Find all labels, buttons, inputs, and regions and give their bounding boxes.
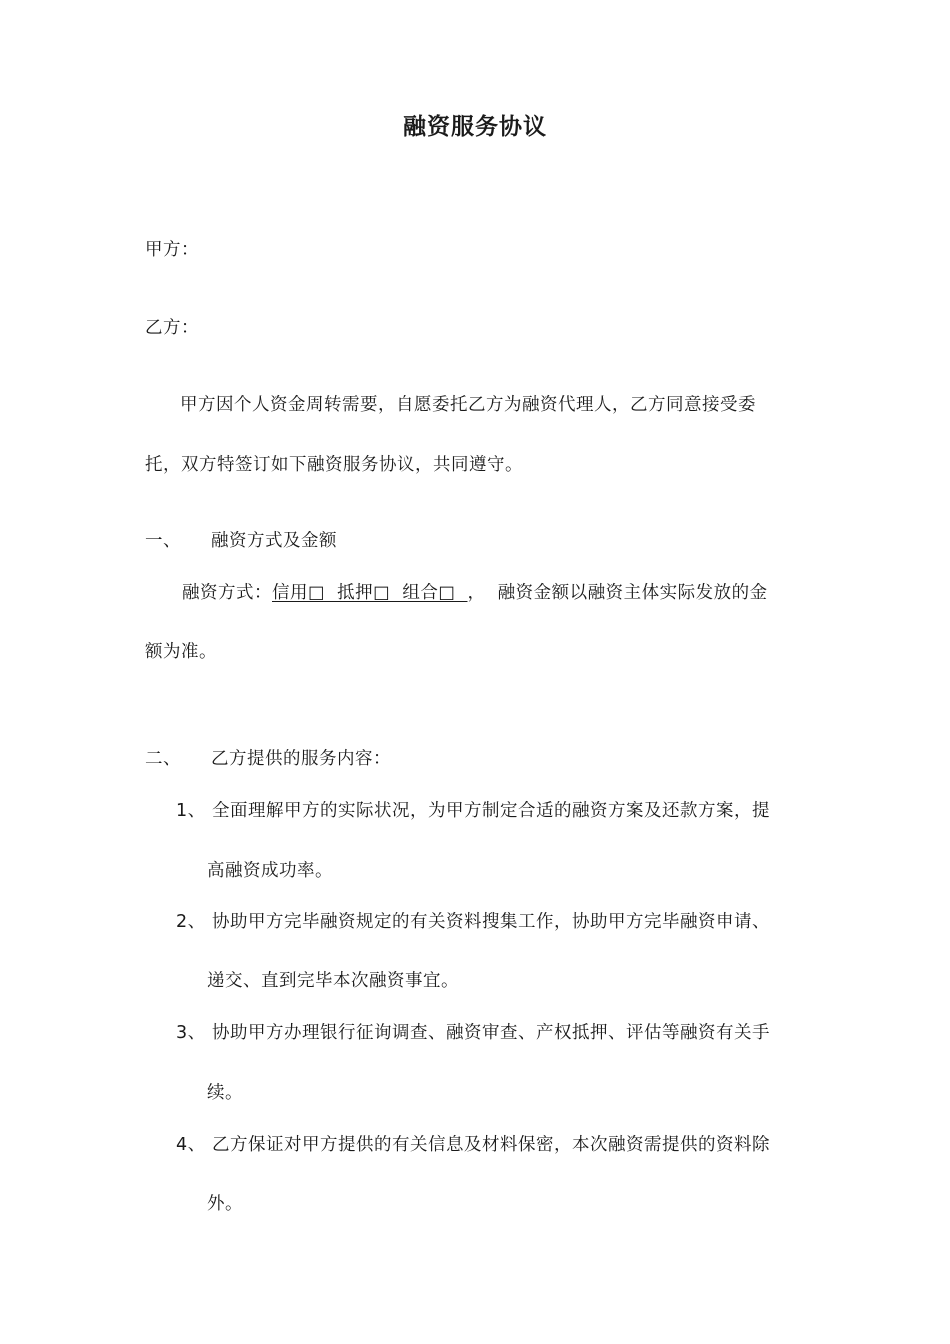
financing-method-line-2: 额为准。 — [145, 642, 217, 662]
service-item-2-number: 2、 — [176, 912, 206, 932]
service-item-3-continuation: 续。 — [207, 1083, 243, 1103]
service-item-1-number: 1、 — [176, 801, 206, 821]
service-item-2-continuation: 递交、直到完毕本次融资事宜。 — [207, 971, 459, 991]
service-item-1-text: 全面理解甲方的实际状况，为甲方制定合适的融资方案及还款方案，提 — [212, 801, 770, 821]
intro-line-1: 甲方因个人资金周转需要，自愿委托乙方为融资代理人，乙方同意接受委 — [180, 395, 756, 415]
financing-method-suffix: ， 融资金额以融资主体实际发放的金 — [467, 583, 768, 603]
section-1-heading — [145, 527, 337, 552]
financing-method-options: 信用□ 抵押□ 组合□ — [272, 583, 468, 603]
section-2-heading — [145, 745, 391, 770]
service-item-4-continuation: 外。 — [207, 1194, 243, 1214]
service-item-3-text: 协助甲方办理银行征询调查、融资审查、产权抵押、评估等融资有关手 — [212, 1023, 770, 1043]
section-1-number: 一、 — [145, 531, 181, 551]
financing-method-line — [182, 579, 768, 604]
section-2-number: 二、 — [145, 749, 181, 769]
service-item-4-text: 乙方保证对甲方提供的有关信息及材料保密，本次融资需提供的资料除 — [212, 1135, 770, 1155]
service-item-1-continuation: 高融资成功率。 — [207, 861, 333, 881]
section-2-title: 乙方提供的服务内容： — [211, 749, 391, 769]
service-item-3-number: 3、 — [176, 1023, 206, 1043]
document-title: 融资服务协议 — [403, 113, 547, 140]
party-a-label: 甲方： — [145, 240, 199, 260]
service-item-4-number: 4、 — [176, 1135, 206, 1155]
financing-method-label: 融资方式： — [182, 583, 272, 603]
service-item-2-text: 协助甲方完毕融资规定的有关资料搜集工作，协助甲方完毕融资申请、 — [212, 912, 770, 932]
service-item-3 — [176, 1019, 770, 1044]
service-item-4 — [176, 1131, 770, 1156]
service-item-1 — [176, 797, 770, 822]
service-item-2 — [176, 908, 770, 933]
section-1-title: 融资方式及金额 — [211, 531, 337, 551]
party-b-label: 乙方： — [145, 318, 199, 338]
intro-line-2: 托，双方特签订如下融资服务协议，共同遵守。 — [145, 455, 523, 475]
